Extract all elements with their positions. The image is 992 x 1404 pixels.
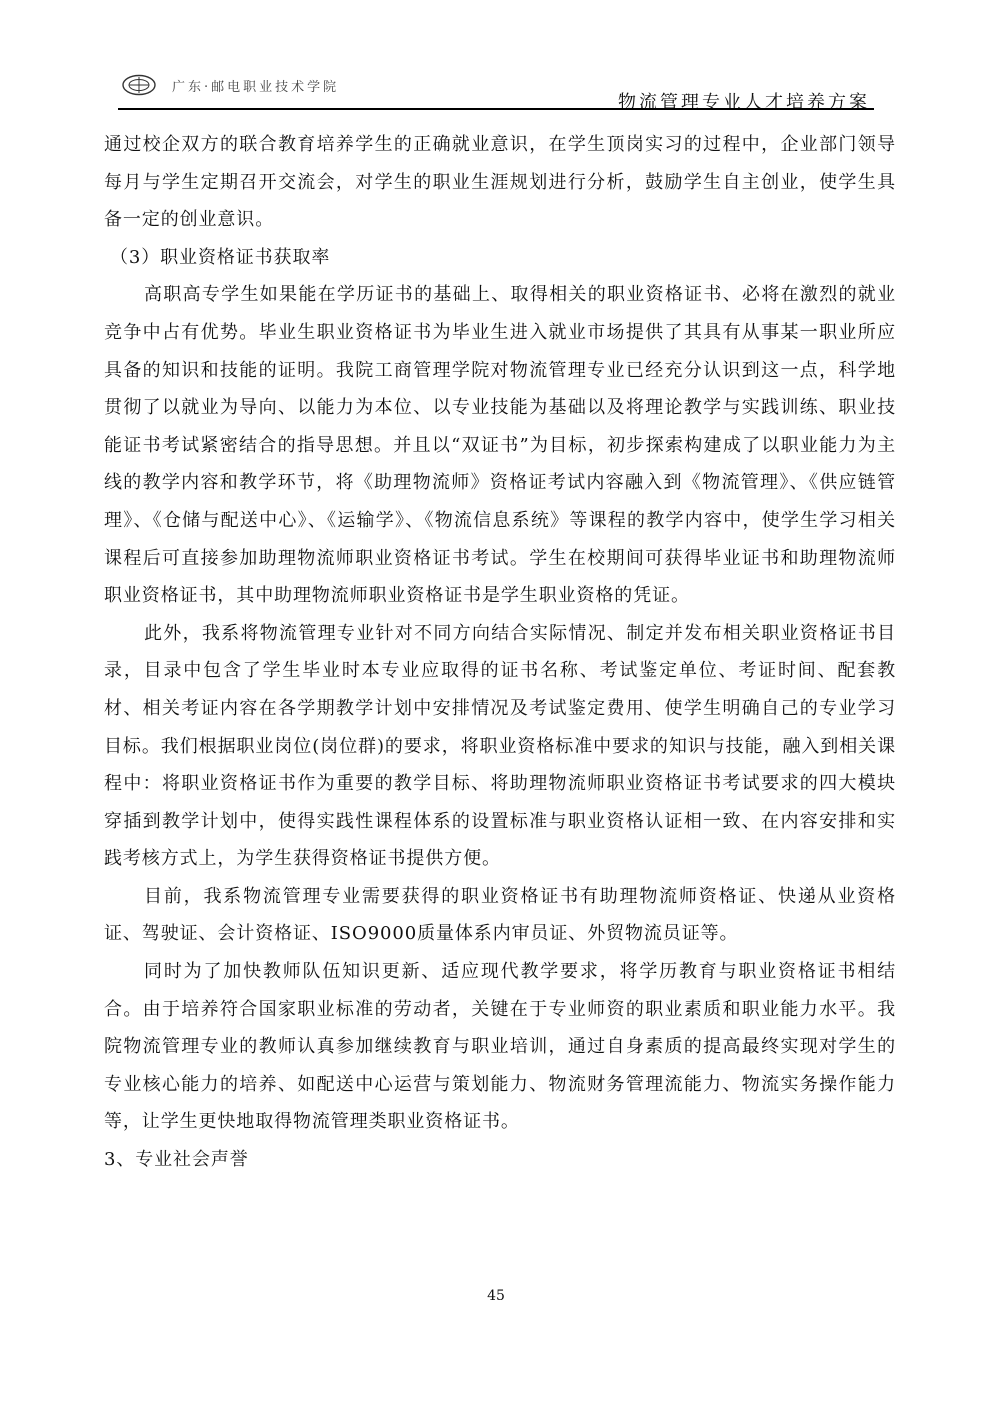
page-header — [118, 66, 874, 113]
document-body — [104, 126, 896, 1179]
header-rule — [118, 108, 874, 110]
running-title: 物流管理专业人才培养方案 — [618, 92, 870, 113]
paragraph-career-awareness: 通过校企双方的联合教育培养学生的正确就业意识，在学生顶岗实习的过程中，企业部门领导每月与学生定期召开交流会，对学生的职业生涯规划进行分析，鼓励学生自主创业，使学生具备一定的创业意识。 — [104, 134, 896, 231]
paragraph-certificate-advantage: 高职高专学生如果能在学历证书的基础上、取得相关的职业资格证书、必将在激烈的就业竞争中占有优势。毕业生职业资格证书为毕业生进入就业市场提供了其具有从事某一职业所应具备的知识和技能的证明。我院工商管理学院对物流管理专业已经充分认识到这一点，科学地贯彻了以就业为导向、以能力为本位、以专业技能为基础以及将理论教学与实践训练、职业技能证书考试紧密结合的指导思想。并且以“双证书”为目标，初步探索构建成了以职业能力为主线的教学内容和教学环节，将《助理物流师》资格证考试内容融入到《物流管理》、《供应链管理》、《仓储与配送中心》、《运输学》、《物流信息系统》等课程的教学内容中，使学生学习相关课程后可直接参加助理物流师职业资格证书考试。学生在校期间可获得毕业证书和助理物流师职业资格证书，其中助理物流师职业资格证书是学生职业资格的凭证。 — [104, 284, 896, 607]
section-heading-social-reputation: 3、专业社会声誉 — [104, 1149, 249, 1171]
paragraph-certificate-list: 目前，我系物流管理专业需要获得的职业资格证书有助理物流师资格证、快递从业资格证、驾驶证、会计资格证、ISO9000质量体系内审员证、外贸物流员证等。 — [104, 885, 896, 945]
paragraph-teacher-training: 同时为了加快教师队伍知识更新、适应现代教学要求，将学历教育与职业资格证书相结合。由于培养符合国家职业标准的劳动者，关键在于专业师资的职业素质和职业能力水平。我院物流管理专业的教师认真参加继续教育与职业培训，通过自身素质的提高最终实现对学生的专业核心能力的培养、如配送中心运营与策划能力、物流财务管理流能力、物流实务操作能力等，让学生更快地取得物流管理类职业资格证书。 — [104, 961, 896, 1133]
school-logo-icon — [122, 74, 156, 96]
page-number: 45 — [487, 1288, 505, 1304]
section-heading-certificate-rate: （3）职业资格证书获取率 — [110, 246, 331, 268]
paragraph-certificate-catalog: 此外，我系将物流管理专业针对不同方向结合实际情况、制定并发布相关职业资格证书目录，目录中包含了学生毕业时本专业应取得的证书名称、考试鉴定单位、考证时间、配套教材、相关考证内容在各学期教学计划中安排情况及考试鉴定费用、使学生明确自己的专业学习目标。我们根据职业岗位(岗位群)的要求，将职业资格标准中要求的知识与技能，融入到相关课程中：将职业资格证书作为重要的教学目标、将助理物流师职业资格证书考试要求的四大模块穿插到教学计划中，使得实践性课程体系的设置标准与职业资格认证相一致、在内容安排和实践考核方式上，为学生获得资格证书提供方便。 — [104, 622, 896, 870]
school-name: 广东·邮电职业技术学院 — [172, 80, 340, 95]
